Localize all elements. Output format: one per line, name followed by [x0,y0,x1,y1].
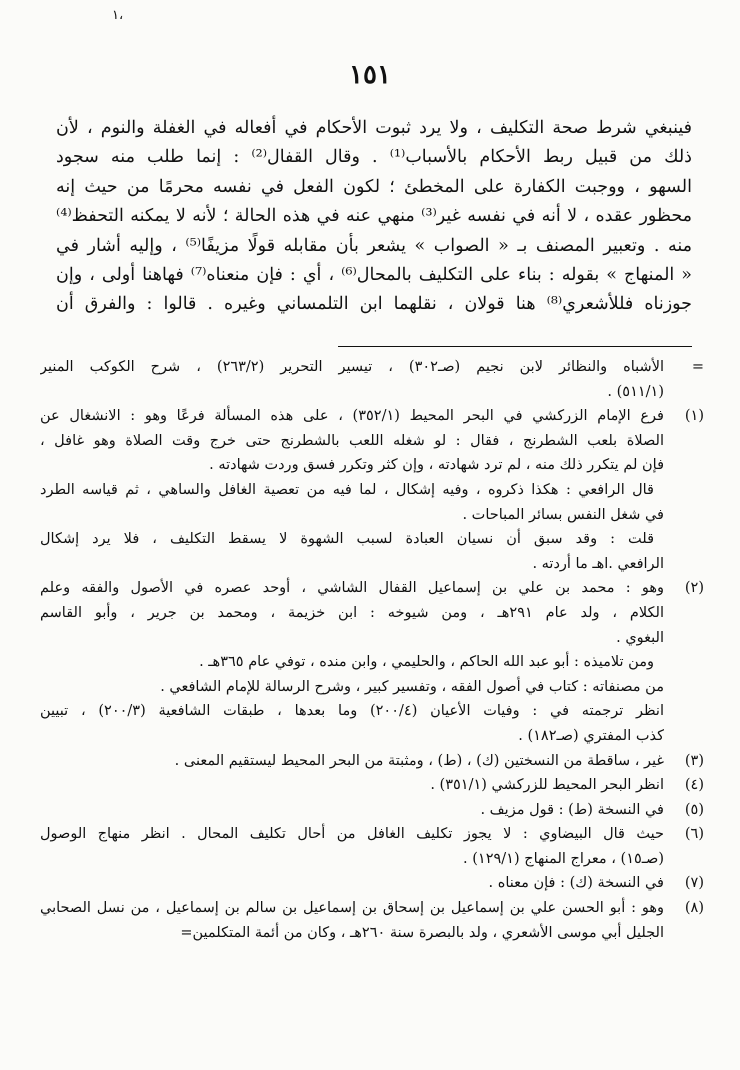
main-text-line: منه . وتعبير المصنف بـ « الصواب » يشعر بأن مقابله قولًا مزيفًا⁽⁵⁾ ، وإليه أشار في [56,235,692,256]
footnote-marker: (٨) [684,900,704,917]
footnote-6 [40,822,704,871]
footnote-line: الرافعي .اهـ ما أردته . [532,555,664,572]
top-margin-mark: ١، [112,8,124,23]
page-number: ١٥١ [349,60,391,90]
footnote-line: الكلام ، ولد عام ٢٩١هـ ، ومن شيوخه : ابن خزيمة ، ومحمد بن جرير ، وأبو القاسم [40,604,664,621]
footnote-line: وهو : أبو الحسن علي بن إسماعيل بن إسحاق بن إسماعيل بن سالم بن إسماعيل ، من نسل الصحابي [40,900,664,917]
main-text-line: « المنهاج » بقوله : بناء على التكليف بالمحال⁽⁶⁾ ، أي : فإن منعناه⁽⁷⁾ فهاهنا أولى ، وإن [56,265,692,286]
footnote-continued [40,355,704,404]
footnote-line: من مصنفاته : كتاب في أصول الفقه ، وتفسير كبير ، وشرح الرسالة للإمام الشافعي . [160,678,664,695]
footnote-8 [40,896,704,945]
footnote-7 [40,871,704,896]
footnote-line: حيث قال البيضاوي : لا يجوز تكليف الغافل من أحال تكليف المحال . انظر منهاج الوصول [40,826,664,843]
main-text-line: السهو ، ووجبت الكفارة على المخطئ ؛ لكون الفعل في نفسه محرمًا من حيث إنه [56,176,692,197]
footnote-line: (صـ١٥) ، معراج المنهاج (١٢٩/١) . [463,850,664,867]
footnote-line: انظر البحر المحيط للزركشي (٣٥١/١) . [430,777,664,794]
footnote-line: الأشباه والنظائر لابن نجيم (صـ٣٠٢) ، تيسير التحرير (٢٦٣/٢) ، شرح الكوكب المنير [40,359,664,375]
footnote-line: ومن تلاميذه : أبو عبد الله الحاكم ، والحليمي ، وابن منده ، توفي عام ٣٦٥هـ . [199,654,654,671]
footnote-marker: (٣) [684,752,704,769]
footnote-line: في النسخة (ك) : فإن معناه . [488,875,664,892]
footnote-5 [40,798,704,823]
footnote-marker: (١) [684,408,704,425]
main-text [56,114,692,320]
footnote-line [40,921,664,946]
footnote-marker: (٢) [684,580,704,597]
continuation-mark: = [180,924,193,941]
footnote-line: غير ، ساقطة من النسختين (ك) ، (ط) ، ومثبتة من البحر المحيط ليستقيم المعنى . [174,752,664,769]
main-text-line: ذلك من قبيل ربط الأحكام بالأسباب⁽¹⁾ . وقال القفال⁽²⁾ : إنما طلب منه سجود [56,147,692,168]
footnote-separator [338,346,692,347]
footnote-line-text: الجليل أبي موسى الأشعري ، ولد بالبصرة سنة ٢٦٠هـ ، وكان من أئمة المتكلمين [192,924,664,941]
footnote-line: فرع الإمام الزركشي في البحر المحيط (٣٥٢/١) ، على هذه المسألة فرعًا وهو : الانشغال عن [40,408,664,425]
footnotes [40,355,704,945]
footnote-marker: (٧) [684,875,704,892]
footnote-1 [40,404,704,576]
footnote-marker: = [691,359,704,375]
footnote-line: في شغل النفس بسائر المباحات . [462,506,664,523]
footnote-line: في النسخة (ط) : قول مزيف . [480,801,664,818]
footnote-line: الصلاة بلعب الشطرنج ، فقال : لو شغله اللعب بالشطرنج حتى خرج وقت الصلاة وهو غافل ، [40,432,664,449]
footnote-line: وهو : محمد بن علي بن إسماعيل القفال الشاشي ، أوحد عصره في الأصول والفقه وعلم [40,580,664,597]
footnote-3 [40,749,704,774]
footnote-line: البغوي . [616,629,664,646]
footnote-line: كذب المفتري (صـ١٨٢) . [518,727,664,744]
footnote-line: انظر ترجمته في : وفيات الأعيان (٢٠٠/٤) وما بعدها ، طبقات الشافعية (٢٠٠/٣) ، تبيين [40,703,664,720]
footnote-marker: (٥) [684,801,704,818]
footnote-marker: (٦) [684,826,704,843]
footnote-marker: (٤) [684,777,704,794]
footnote-4 [40,773,704,798]
main-text-line: جوزناه فللأشعري⁽⁸⁾ هنا قولان ، نقلهما ابن التلمساني وغيره . قالوا : والفرق أن [56,294,692,315]
footnote-line: قلت : وقد سبق أن نسيان العبادة لسبب الشهوة لا يسقط التكليف ، فلا يرد إشكال [40,531,654,548]
footnote-line: فإن لم يتكرر ذلك منه ، لم ترد شهادته ، وإن كثر وتكرر فسق وردت شهادته . [209,457,664,474]
footnote-line: قال الرافعي : هكذا ذكروه ، وفيه إشكال ، لما فيه من تعصية الغافل والساهي ، ثم قياسه الطرد [40,481,654,498]
main-text-line: محظور عقده ، لا أنه في نفسه غير⁽³⁾ منهي عنه في هذه الحالة ؛ لأنه لا يمكنه التحفظ⁽⁴⁾ [56,206,692,227]
main-text-line: فينبغي شرط صحة التكليف ، ولا يرد ثبوت الأحكام في أفعاله في الغفلة والنوم ، لأن [56,118,692,138]
footnote-line: (٥١١/١) . [607,383,664,400]
footnote-2 [40,576,704,748]
